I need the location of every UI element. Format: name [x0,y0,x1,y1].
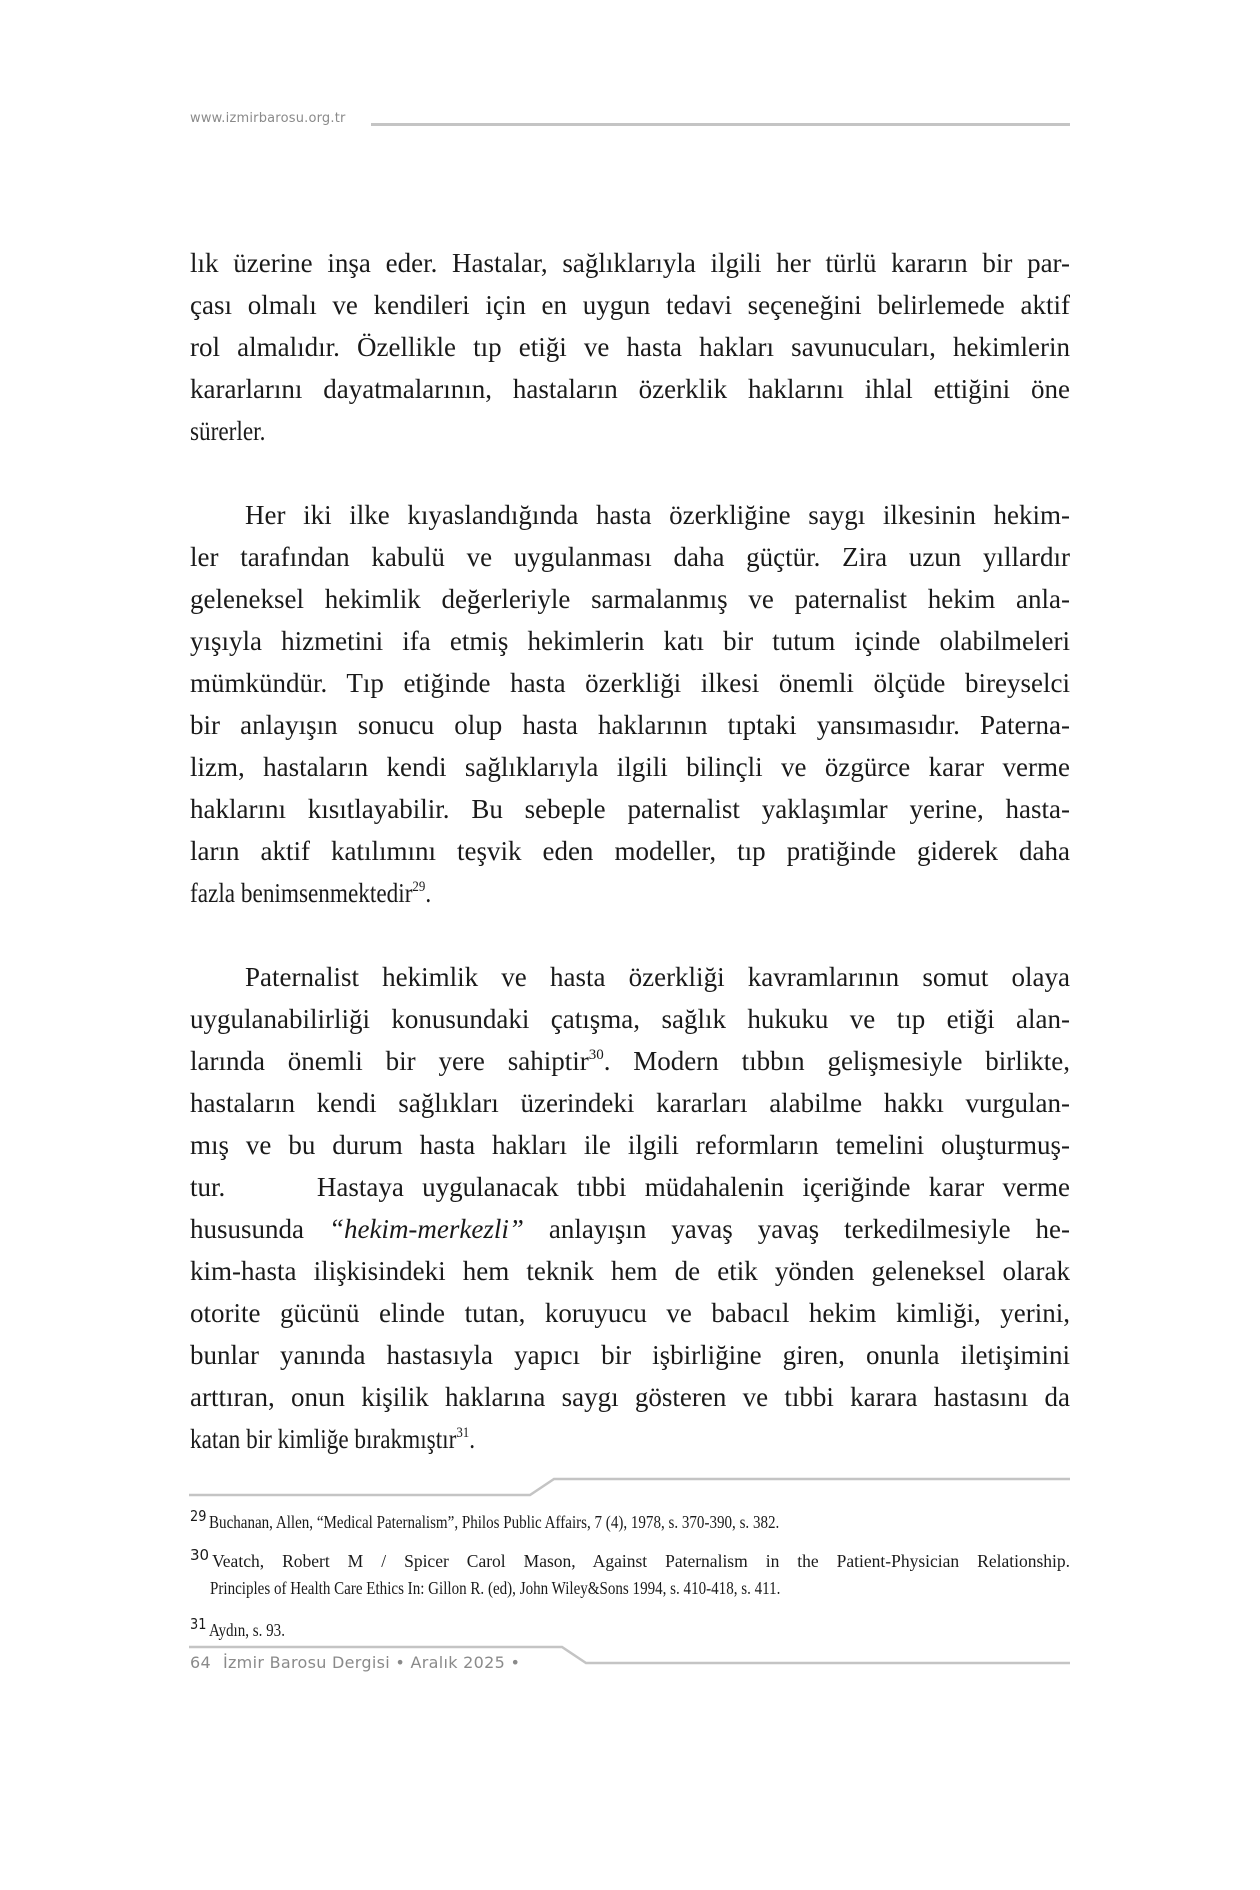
line-text: larında önemli bir yere sahiptir$^{30}$. Modern tıbbın gelişmesiyle birlikte, [190,1046,1070,1076]
footer [190,1653,520,1672]
line-text: Principles of Health Care Ethics In: Gillon R. (ed), John Wiley&Sons 1994, s. 410-418, s. 411. [210,1578,781,1598]
page-number: 64 [190,1653,211,1672]
footnote-number: 29 [190,1507,207,1525]
line-text: kim-hasta ilişkisindeki hem teknik hem de etik yönden geleneksel olarak [190,1256,1070,1286]
line-text: rol almalıdır. Özellikle tıp etiği ve hasta hakları savunucuları, hekimlerin [190,332,1070,362]
line-text: tur. Hastaya uygulanacak tıbbi müdahalenin içeriğinde karar verme [190,1172,1070,1202]
line-text: ların aktif katılımını teşvik eden modeller, tıp pratiğinde giderek daha [190,836,1070,866]
italic-term: “hekim-merkezli” [328,1214,524,1244]
footnote-ref-29[interactable]: 29 [412,879,426,895]
line-text: mış ve bu durum hasta hakları ile ilgili reformların temelini oluşturmuş- [190,1130,1070,1160]
line-text: ler tarafından kabulü ve uygulanması daha güçtür. Zira uzun yıllardır [190,542,1070,572]
line-text: 31 Aydın, s. 93. [190,1615,285,1640]
footnote-number: 31 [190,1615,207,1633]
line-text: çası olmalı ve kendileri için en uygun tedavi seçeneğini belirlemede aktif [190,290,1070,320]
line-text: 30 Veatch, Robert M / Spicer Carol Mason, Against Paternalism in the Patient-Physician Relationship. [190,1546,1070,1571]
line-text: Paternalist hekimlik ve hasta özerkliği kavramlarının somut olaya [245,962,1070,992]
line-text: arttıran, onun kişilik haklarına saygı gösteren ve tıbbi karara hastasını da [190,1382,1070,1412]
footnote-ref-30[interactable]: 30 [588,1047,604,1063]
line-text: katan bir kimliğe bırakmıştır$^{31}$. [190,1424,476,1454]
line-text: 29 Buchanan, Allen, “Medical Paternalism”, Philos Public Affairs, 7 (4), 1978, s. 370-390, s. 382. [190,1507,780,1532]
line-text: haklarını kısıtlayabilir. Bu sebeple paternalist yaklaşımlar yerine, hasta- [190,794,1070,824]
line-text: yışıyla hizmetini ifa etmiş hekimlerin katı bir tutum içinde olabilmeleri [190,626,1070,656]
line-text: otorite gücünü elinde tutan, koruyucu ve babacıl hekim kimliği, yerini, [190,1298,1070,1328]
line-text: bunlar yanında hastasıyla yapıcı bir işbirliğine giren, onunla iletişimini [190,1340,1070,1370]
line-text: sürerler. [190,416,266,446]
line-text: kararlarını dayatmalarının, hastaların özerklik haklarını ihlal ettiğini öne [190,374,1070,404]
header-url: www.izmirbarosu.org.tr [190,111,346,126]
line-text: geleneksel hekimlik değerleriyle sarmalanmış ve paternalist hekim anla- [190,584,1070,614]
line-text: Her iki ilke kıyaslandığında hasta özerkliğine saygı ilkesinin hekim- [245,500,1070,530]
line-text: mümkündür. Tıp etiğinde hasta özerkliği ilkesi önemli ölçüde bireyselci [190,668,1070,698]
line-text: lizm, hastaların kendi sağlıklarıyla ilgili bilinçli ve özgürce karar verme [190,752,1070,782]
line-text: hususunda “hekim-merkezli” anlayışın yavaş yavaş terkedilmesiyle he- [190,1214,1070,1244]
line-text: hastaların kendi sağlıkları üzerindeki kararları alabilme hakkı vurgulan- [190,1088,1070,1118]
footnote-ref-31[interactable]: 31 [456,1425,470,1441]
line-text: uygulanabilirliği konusundaki çatışma, sağlık hukuku ve tıp etiği alan- [190,1004,1070,1034]
line-text: lık üzerine inşa eder. Hastalar, sağlıklarıyla ilgili her türlü kararın bir par- [190,248,1070,278]
journal-title: İzmir Barosu Dergisi • Aralık 2025 • [222,1653,521,1672]
footnote-number: 30 [190,1546,210,1564]
line-text: fazla benimsenmektedir$^{29}$. [190,878,432,908]
line-text: bir anlayışın sonucu olup hasta haklarının tıptaki yansımasıdır. Paterna- [190,710,1070,740]
